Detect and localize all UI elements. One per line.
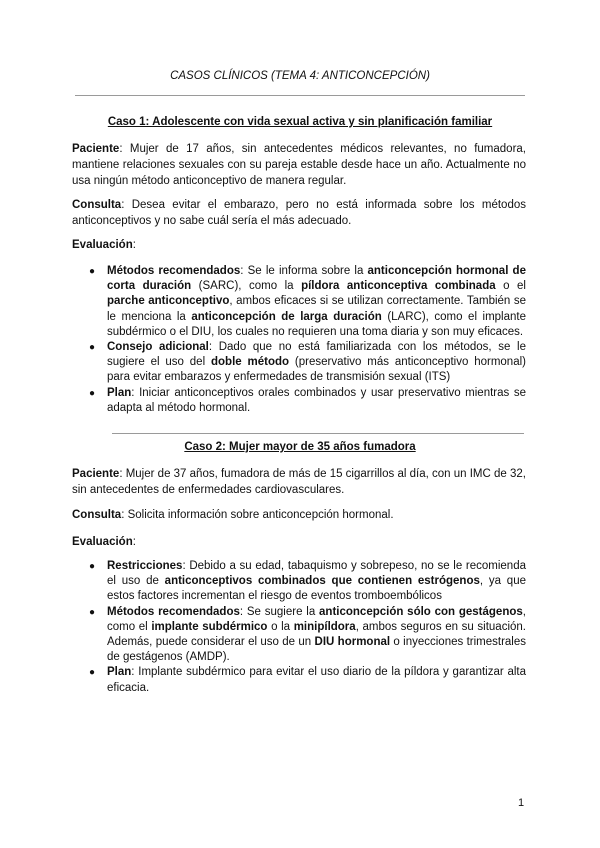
bold-text: doble método	[211, 356, 290, 369]
list-item	[72, 559, 526, 605]
page-number: 1	[518, 797, 525, 809]
case1-consult-paragraph	[72, 197, 526, 229]
body-text: : Implante subdérmico para evitar el uso diario de la píldora y garantizar alta eficacia.	[107, 666, 526, 694]
body-text: : Dado que no está familiarizada con los métodos, se le sugiere el uso del	[107, 341, 526, 369]
list-item	[72, 386, 526, 416]
case1-evaluation-label: Evaluación:	[72, 239, 136, 251]
case1-patient-label: Paciente	[72, 143, 120, 155]
list-item	[72, 340, 526, 386]
case2-evaluation-list	[72, 559, 526, 696]
bold-text: Restricciones	[107, 560, 183, 572]
body-text: : Se sugiere la	[239, 605, 320, 618]
body-text: (preservativo más anticonceptivo hormonal) para evitar embarazos y enfermedades de transmisión sexual (ITS)	[107, 356, 526, 384]
body-text: o inyecciones trimestrales de gestágenos (AMDP).	[107, 636, 527, 664]
bold-text: Métodos recomendados	[107, 605, 240, 618]
bullet-icon: ●	[89, 667, 96, 679]
bold-text: píldora anticonceptiva combinada	[301, 280, 496, 293]
case2-consult-paragraph	[72, 507, 526, 523]
bullet-icon: ●	[89, 387, 96, 399]
body-text: : Se le informa sobre la	[240, 265, 368, 277]
bullet-icon: ●	[89, 561, 96, 572]
bold-text: anticonceptivos combinados que contienen estrógenos	[164, 575, 480, 588]
case2-patient-label: Paciente	[72, 468, 120, 480]
bold-text: minipíldora	[293, 620, 356, 633]
case2-evaluation-label: Evaluación:	[72, 536, 136, 548]
body-text: , como el	[107, 605, 526, 633]
bold-text: DIU hormonal	[314, 636, 391, 649]
body-text: , ambos eficaces si se utilizan correctamente. También se le menciona la	[107, 295, 526, 323]
bold-text: implante subdérmico	[151, 620, 268, 633]
bold-text: Plan	[107, 666, 132, 679]
bold-text: anticoncepción de larga duración	[191, 310, 382, 323]
list-item	[72, 665, 526, 695]
body-text: o el	[495, 280, 526, 293]
body-text: o la	[267, 620, 294, 633]
bold-text: Métodos recomendados	[107, 265, 241, 277]
bold-text: anticoncepción sólo con gestágenos	[319, 605, 523, 618]
bullet-icon: ●	[89, 266, 96, 277]
case1-patient-paragraph	[72, 141, 526, 189]
bold-text: Plan	[107, 386, 132, 399]
title-divider	[75, 95, 525, 96]
case2-consult-label: Consulta	[72, 509, 122, 521]
body-text: : Iniciar anticonceptivos orales combinados y usar preservativo mientras se adapta al método hormonal.	[107, 386, 526, 414]
case-divider	[112, 433, 524, 434]
list-item	[72, 264, 526, 340]
body-text: , ambos seguros en su situación. Además, puede considerar el uso de un	[107, 620, 526, 649]
bold-text: parche anticonceptivo	[107, 295, 230, 308]
case1-consult-label: Consulta	[72, 199, 122, 211]
body-text: : Debido a su edad, tabaquismo y sobrepeso, no se le recomienda el uso de	[107, 560, 526, 588]
case1-patient-text: : Mujer de 17 años, sin antecedentes médicos relevantes, no fumadora, mantiene relaciones sexuales con su pareja estable desde hace un año. Actualmente no usa ningún método anticonceptivo de manera regular.	[72, 143, 526, 187]
list-item	[72, 605, 526, 666]
case1-heading: Caso 1: Adolescente con vida sexual activa y sin planificación familiar	[107, 116, 493, 128]
case2-patient-text: : Mujer de 37 años, fumadora de más de 15 cigarrillos al día, con un IMC de 32, sin antecedentes de enfermedades cardiovasculares.	[72, 468, 526, 496]
case1-consult-text: : Desea evitar el embarazo, pero no está informada sobre los métodos anticonceptivos y no sabe cuál sería el más adecuado.	[72, 199, 526, 227]
document-title: CASOS CLÍNICOS (TEMA 4: ANTICONCEPCIÓN)	[170, 70, 430, 82]
case1-evaluation-list	[72, 264, 526, 416]
case2-heading: Caso 2: Mujer mayor de 35 años fumadora	[184, 441, 416, 453]
bullet-icon: ●	[89, 342, 96, 354]
body-text: (LARC), como el implante subdérmico o el DIU, los cuales no requieren una toma diaria y son muy eficaces.	[107, 310, 526, 338]
bold-text: Consejo adicional	[107, 341, 209, 354]
case2-consult-text: : Solicita información sobre anticoncepción hormonal.	[121, 509, 394, 521]
bold-text: anticoncepción hormonal de corta duración	[107, 265, 526, 293]
case2-patient-paragraph	[72, 466, 526, 498]
bullet-icon: ●	[89, 606, 96, 618]
body-text: (SARC), como la	[191, 280, 302, 293]
body-text: , ya que estos factores incrementan el riesgo de eventos tromboembólicos	[107, 575, 526, 603]
